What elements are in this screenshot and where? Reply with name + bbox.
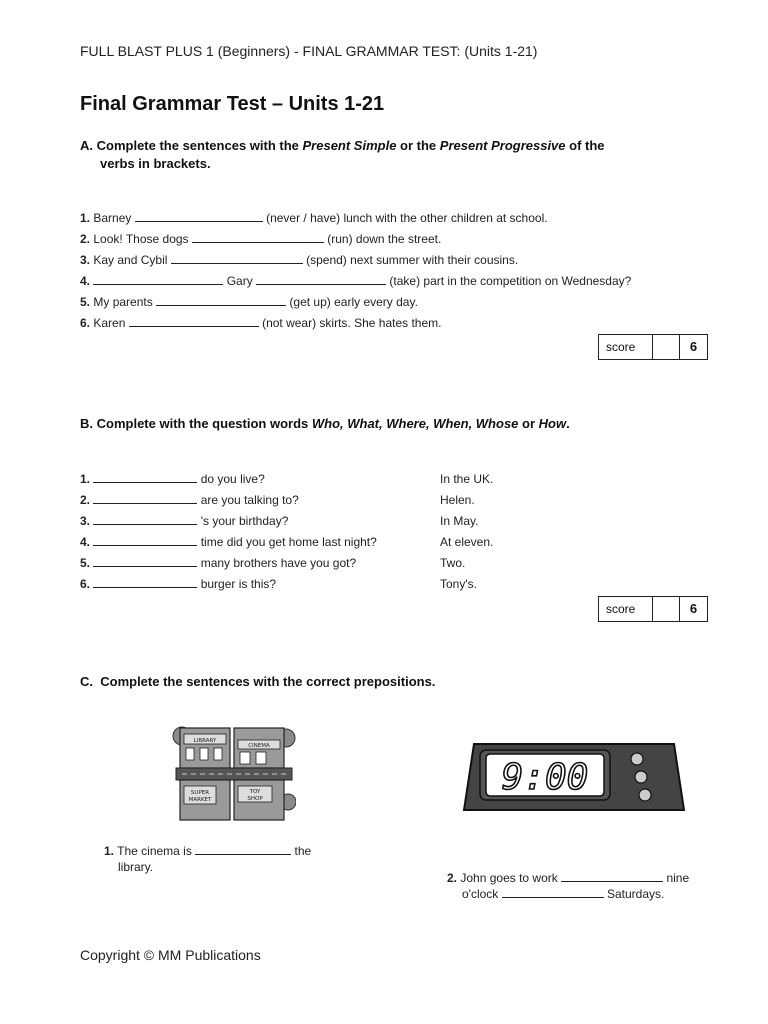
answer-blank[interactable]	[195, 844, 291, 855]
exercise-c-item-1	[104, 844, 311, 858]
answer-blank[interactable]	[156, 295, 286, 306]
answer-blank[interactable]	[502, 887, 604, 898]
answer-blank[interactable]	[93, 535, 197, 546]
item-text: Kay and Cybil	[93, 253, 168, 267]
answer-blank[interactable]	[93, 577, 197, 588]
exercise-a-item	[80, 211, 548, 225]
instr-emphasis: Who, What, Where, When, Whose	[311, 416, 519, 431]
supermarket-sign-2: MARKET	[188, 797, 212, 803]
item-text-line2: library.	[118, 860, 154, 874]
instr-text: of the	[565, 138, 605, 153]
item-answer: In the UK.	[440, 472, 494, 486]
item-text: Barney	[93, 211, 132, 225]
item-number: 5.	[80, 295, 91, 309]
instr-text: .	[566, 416, 570, 431]
exercise-b-item	[80, 535, 377, 549]
answer-blank[interactable]	[93, 514, 197, 525]
answer-blank[interactable]	[93, 493, 197, 504]
answer-blank[interactable]	[171, 253, 303, 264]
answer-blank[interactable]	[93, 556, 197, 567]
answer-blank[interactable]	[256, 274, 386, 285]
exercise-a-item	[80, 295, 418, 309]
section-a-letter: A.	[80, 138, 93, 153]
score-input-cell[interactable]	[653, 335, 680, 359]
item-number: 1.	[80, 211, 91, 225]
supermarket-sign-1: SUPER	[190, 790, 210, 796]
item-question: burger is this?	[200, 577, 277, 591]
item-text: My parents	[93, 295, 153, 309]
toyshop-sign-1: TOY	[249, 789, 261, 795]
item-text: Karen	[93, 316, 126, 330]
page-header: FULL BLAST PLUS 1 (Beginners) - FINAL GRAMMAR TEST: (Units 1-21)	[80, 43, 538, 59]
instr-text: Complete the sentences with the	[96, 138, 303, 153]
score-box-b	[598, 596, 708, 622]
item-number: 2.	[80, 232, 91, 246]
toyshop-sign-2: SHOP	[247, 796, 263, 802]
instr-text: or	[518, 416, 539, 431]
instr-emphasis: How	[538, 416, 567, 431]
score-label: score	[599, 597, 653, 621]
section-b-instructions	[80, 415, 570, 433]
item-text: Saturdays.	[607, 887, 665, 901]
alarm-clock-illustration	[460, 740, 688, 816]
cinema-sign: CINEMA	[248, 743, 270, 749]
exercise-a-item	[80, 232, 441, 246]
item-number: 4.	[80, 535, 91, 549]
answer-blank[interactable]	[93, 274, 223, 285]
item-answer: In May.	[440, 514, 479, 528]
item-question: many brothers have you got?	[200, 556, 357, 570]
item-text: (get up) early every day.	[289, 295, 418, 309]
exercise-b-item	[80, 556, 356, 570]
item-number: 2.	[80, 493, 91, 507]
item-answer: Tony's.	[440, 577, 477, 591]
score-label: score	[599, 335, 653, 359]
item-number: 3.	[80, 514, 91, 528]
exercise-b-item	[80, 514, 288, 528]
library-sign: LIBRARY	[193, 738, 217, 744]
buildings-illustration	[172, 714, 296, 824]
item-number: 4.	[80, 274, 91, 288]
exercise-a-item	[80, 274, 631, 288]
item-number: 6.	[80, 316, 91, 330]
answer-blank[interactable]	[93, 472, 197, 483]
score-input-cell[interactable]	[653, 597, 680, 621]
score-total: 6	[689, 601, 698, 616]
item-answer: Helen.	[440, 493, 475, 507]
item-number: 2.	[447, 871, 458, 885]
instr-text: Complete the sentences with the correct prepositions.	[100, 674, 436, 689]
item-text: o'clock	[462, 887, 499, 901]
item-number: 5.	[80, 556, 91, 570]
item-text: (not wear) skirts. She hates them.	[262, 316, 442, 330]
instr-emphasis: Present Progressive	[439, 138, 566, 153]
clock-time-display: 9:00	[501, 757, 589, 798]
instr-text: Complete with the question words	[96, 416, 312, 431]
item-text: (spend) next summer with their cousins.	[306, 253, 519, 267]
copyright-footer: Copyright © MM Publications	[80, 947, 261, 963]
item-number: 1.	[80, 472, 91, 486]
item-question: are you talking to?	[200, 493, 299, 507]
exercise-c-item-2-line2	[462, 887, 664, 901]
section-b-letter: B.	[80, 416, 93, 431]
item-text: Look! Those dogs	[93, 232, 189, 246]
item-number: 3.	[80, 253, 91, 267]
item-number: 1.	[104, 844, 115, 858]
exercise-a-item	[80, 253, 518, 267]
item-text: nine	[666, 871, 690, 885]
answer-blank[interactable]	[192, 232, 324, 243]
section-c-instructions	[80, 673, 435, 691]
answer-blank[interactable]	[129, 316, 259, 327]
score-total: 6	[689, 339, 698, 354]
item-text: (never / have) lunch with the other children at school.	[266, 211, 548, 225]
item-text: Gary	[226, 274, 253, 288]
item-question: 's your birthday?	[200, 514, 289, 528]
item-text: the	[294, 844, 312, 858]
instr-line-2: verbs in brackets.	[100, 156, 211, 171]
item-number: 6.	[80, 577, 91, 591]
answer-blank[interactable]	[561, 871, 663, 882]
answer-blank[interactable]	[135, 211, 263, 222]
item-question: time did you get home last night?	[200, 535, 377, 549]
section-c-letter: C.	[80, 674, 93, 689]
exercise-b-item	[80, 493, 299, 507]
score-box-a	[598, 334, 708, 360]
exercise-b-item	[80, 472, 265, 486]
item-text: (run) down the street.	[327, 232, 442, 246]
instr-text: or the	[396, 138, 440, 153]
section-a-instructions	[80, 137, 700, 173]
item-text: John goes to work	[460, 871, 558, 885]
item-answer: At eleven.	[440, 535, 494, 549]
page-title: Final Grammar Test – Units 1-21	[80, 93, 385, 115]
instr-emphasis: Present Simple	[302, 138, 397, 153]
item-text: (take) part in the competition on Wednesday?	[389, 274, 632, 288]
exercise-a-item	[80, 316, 441, 330]
item-answer: Two.	[440, 556, 466, 570]
item-text: The cinema is	[117, 844, 192, 858]
item-question: do you live?	[200, 472, 265, 486]
exercise-b-item	[80, 577, 276, 591]
exercise-c-item-2	[447, 871, 689, 885]
